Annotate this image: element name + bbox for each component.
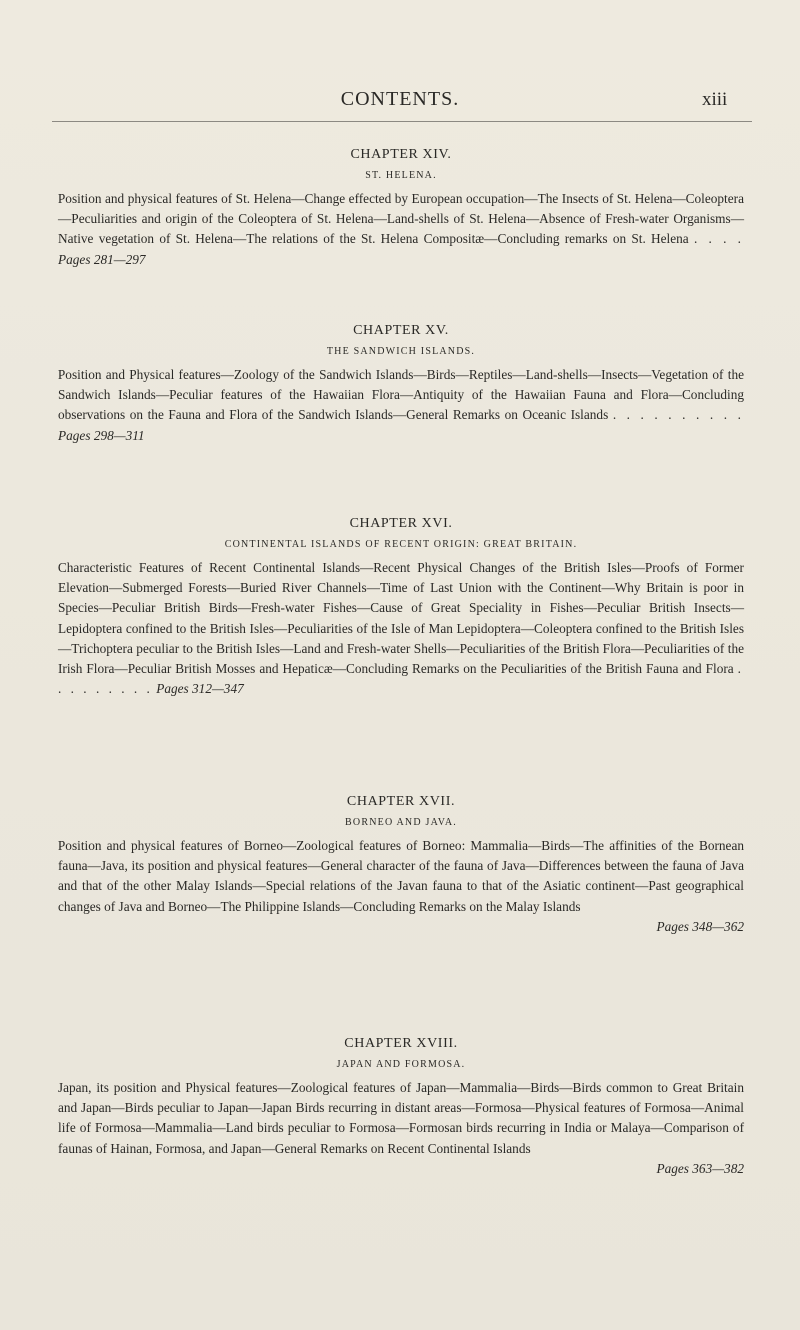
chapter-subtitle: JAPAN AND FORMOSA. xyxy=(336,1059,466,1070)
chapter-heading: CHAPTER XVIII. xyxy=(344,1036,458,1051)
header-divider xyxy=(52,121,752,122)
chapter-summary xyxy=(58,1078,744,1159)
page-range-line xyxy=(58,917,744,937)
chapter-summary-text: Characteristic Features of Recent Continental Islands—Recent Physical Changes of the British Isles—Proofs of Former Elevation—Submerged Forests—Buried River Channels—Time of Last Union with the Continent—Why Britain is poor in Species—Peculiar British Birds—Fresh-water Fishes—Cause of Great Speciality in Fishes—Peculiar British Insects—Lepidoptera confined to the British Isles—Peculiarities of the Isle of Man Lepidoptera—Coleoptera confined to the British Isles—Trichoptera peculiar to the British Isles—Land and Fresh-water Shells—Peculiarities of the British Flora—Peculiarities of the Irish Flora—Peculiar British Mosses and Hepaticæ—Concluding Remarks on the Peculiarities of the British Fauna and Flora xyxy=(57,560,744,677)
chapter-summary xyxy=(58,558,744,699)
chapter-entry xyxy=(58,793,744,937)
chapter-subtitle: THE SANDWICH ISLANDS. xyxy=(326,346,476,357)
running-head xyxy=(0,88,800,118)
chapter-entry xyxy=(58,515,744,699)
page-range: Pages 312—347 xyxy=(156,681,244,697)
page-range: Pages 281—297 xyxy=(58,251,146,267)
chapter-heading: CHAPTER XVI. xyxy=(349,516,453,531)
chapter-entry xyxy=(58,146,744,270)
leader-dots: . . . . . . . . . . xyxy=(612,407,744,423)
chapter-summary xyxy=(58,836,744,917)
page-number: xiii xyxy=(702,89,728,110)
page-title: CONTENTS. xyxy=(340,88,460,110)
chapter-summary-text: Position and Physical features—Zoology of the Sandwich Islands—Birds—Reptiles—Land-shells—Insects—Vegetation of the Sandwich Islands—Peculiar features of the Hawaiian Flora—Antiquity of the Hawaiian Fauna and Flora—Concluding observations on the Fauna and Flora of the Sandwich Islands—General Remarks on Oceanic Islands xyxy=(57,367,744,423)
chapter-entry xyxy=(58,322,744,446)
chapter-summary-text: Position and physical features of Borneo—Zoological features of Borneo: Mammalia—Birds—The affinities of the Bornean fauna—Java, its position and physical features—General character of the fauna of Java—Differences between the fauna of Java and that of the other Malay Islands—Special relations of the Javan fauna to that of the Asiatic continent—Past geographical changes of Java and Borneo—The Philippine Islands—Concluding Remarks on the Malay Islands xyxy=(57,838,744,914)
leader-dots: . . . . . . . . . xyxy=(58,661,744,697)
chapter-heading: CHAPTER XIV. xyxy=(350,147,452,162)
chapter-subtitle: CONTINENTAL ISLANDS OF RECENT ORIGIN: GREAT BRITAIN. xyxy=(224,539,578,550)
leader-dots: . . . . xyxy=(693,231,744,247)
chapter-heading: CHAPTER XVII. xyxy=(346,794,456,809)
page-range: Pages 363—382 xyxy=(656,1160,744,1176)
chapter-summary-text: Position and physical features of St. Helena—Change effected by European occupation—The Insects of St. Helena—Coleoptera—Peculiarities and origin of the Coleoptera of St. Helena—Land-shells of St. Helena—Absence of Fresh-water Organisms—Native vegetation of St. Helena—The relations of the St. Helena Compositæ—Concluding remarks on St. Helena xyxy=(57,191,744,247)
chapter-summary xyxy=(58,189,744,270)
chapter-summary-text: Japan, its position and Physical features—Zoological features of Japan—Mammalia—Birds—Birds common to Great Britain and Japan—Birds peculiar to Japan—Japan Birds recurring in distant areas—Formosa—Physical features of Formosa—Animal life of Formosa—Mammalia—Land birds peculiar to Formosa—Formosan birds recurring in India or Malaya—Comparison of faunas of Hainan, Formosa, and Japan—General Remarks on Recent Continental Islands xyxy=(57,1080,744,1156)
page-range: Pages 348—362 xyxy=(656,918,744,934)
chapter-subtitle: BORNEO AND JAVA. xyxy=(345,817,457,828)
chapter-subtitle: ST. HELENA. xyxy=(365,170,437,181)
page-range: Pages 298—311 xyxy=(58,427,145,443)
chapter-summary xyxy=(58,365,744,446)
chapter-heading: CHAPTER XV. xyxy=(353,323,449,338)
page-range-line xyxy=(58,1159,744,1179)
chapter-entry xyxy=(58,1035,744,1179)
